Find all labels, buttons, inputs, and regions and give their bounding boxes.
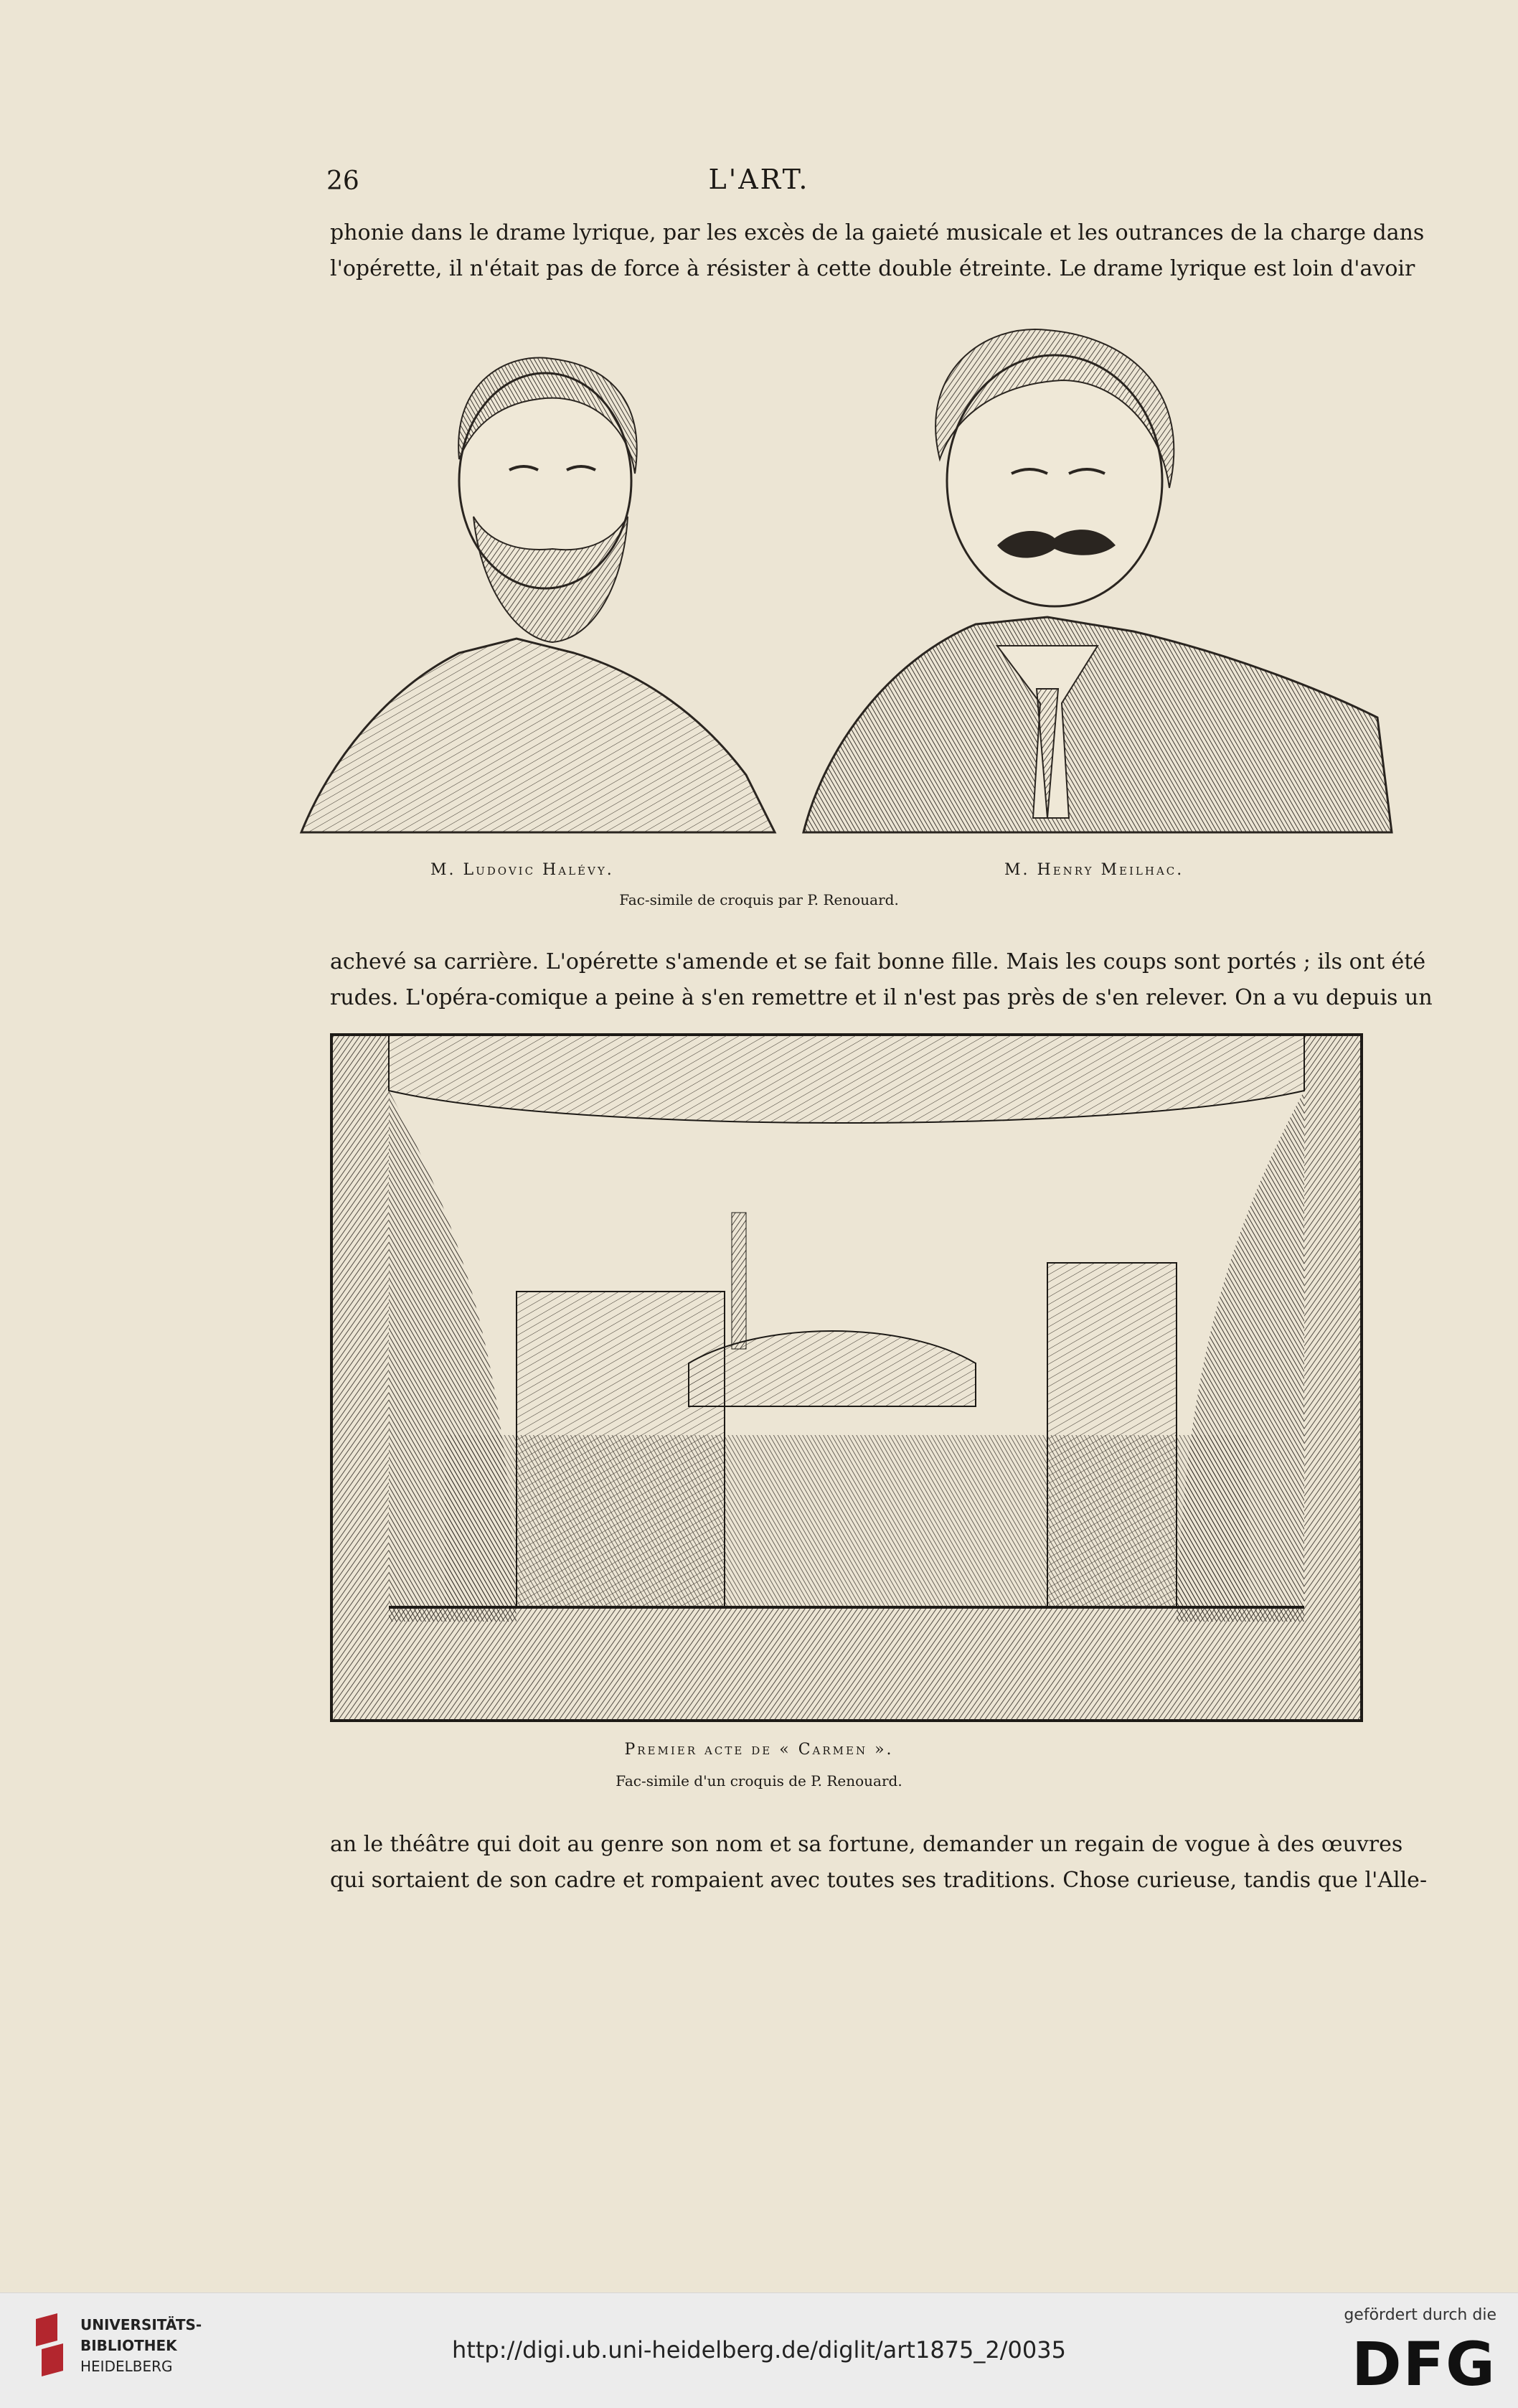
caption-meilhac: M. Henry Meilhac. [1004, 861, 1184, 879]
text-line: achevé sa carrière. L'opérette s'amende et se fait bonne fille. Mais les coups sont portés ; ils ont été [330, 949, 1426, 974]
figure1-credit: Fac-simile de croquis par P. Renouard. [619, 891, 899, 908]
document-url-link[interactable]: http://digi.ub.uni-heidelberg.de/diglit/art1875_2/0035 [452, 2336, 1066, 2364]
text-line: qui sortaient de son cadre et rompaient avec toutes ses traditions. Chose curieuse, tandis que l'Alle- [330, 1868, 1428, 1893]
carmen-stage-illustration [330, 1033, 1363, 1722]
portrait-sketches-illustration [273, 316, 1406, 847]
caption-halevy: M. Ludovic Halévy. [430, 861, 614, 879]
paragraph-3 [330, 1827, 1428, 1899]
meilhac-portrait [803, 329, 1392, 832]
text-line: l'opérette, il n'était pas de force à résister à cette double étreinte. Le drame lyrique est loin d'avoir [330, 256, 1415, 281]
library-line: UNIVERSITÄTS- [80, 2316, 202, 2333]
text-line: phonie dans le drame lyrique, par les excès de la gaieté musicale et les outrances de la charge dans [330, 220, 1425, 245]
halevy-portrait [301, 358, 775, 832]
text-line: an le théâtre qui doit au genre son nom et sa fortune, demander un regain de vogue à des œuvres [330, 1832, 1403, 1857]
library-line: HEIDELBERG [80, 2358, 173, 2375]
text-line: rudes. L'opéra-comique a peine à s'en remettre et il n'est pas près de s'en relever. On a vu depuis un [330, 985, 1433, 1010]
page-number: 26 [326, 166, 359, 196]
sponsor-text: gefördert durch die [1344, 2306, 1496, 2324]
dfg-logo: DFG [1351, 2329, 1496, 2399]
running-title: L'ART. [708, 164, 810, 195]
paragraph-1 [330, 215, 1425, 287]
figure2-caption: Premier acte de « Carmen ». [624, 1741, 894, 1759]
viewer-footer [0, 2292, 1518, 2408]
figure2-credit: Fac-simile d'un croquis de P. Renouard. [616, 1772, 902, 1789]
library-line: BIBLIOTHEK [80, 2337, 177, 2354]
paragraph-2 [330, 944, 1433, 1016]
